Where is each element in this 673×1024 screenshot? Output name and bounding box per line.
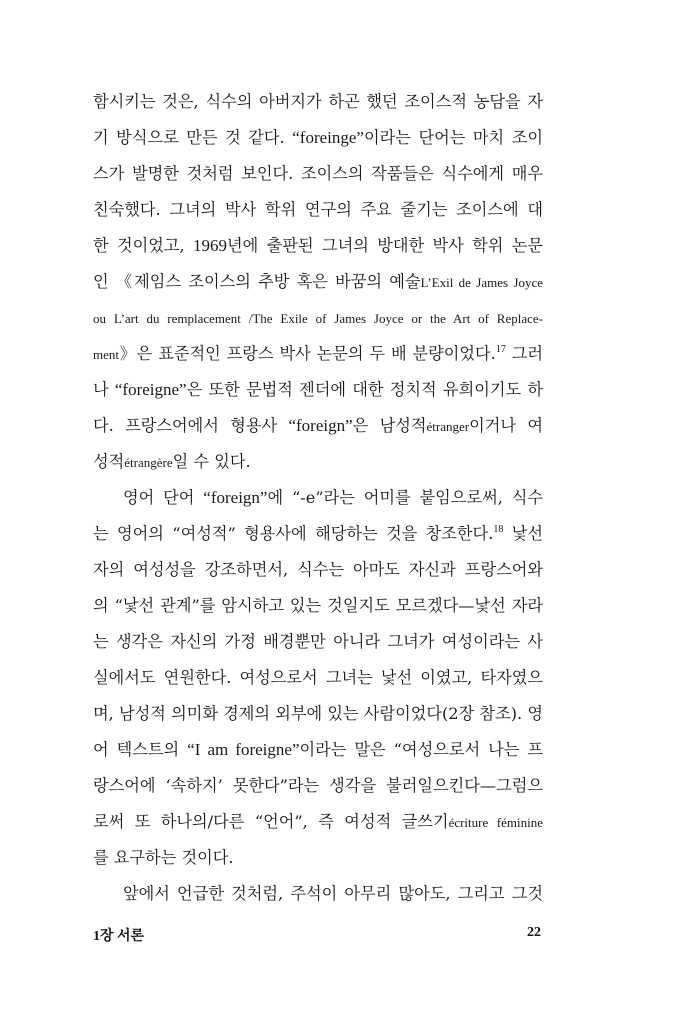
text-line (93, 156, 543, 192)
text-line (93, 336, 543, 372)
text-line (93, 444, 543, 480)
page-footer (93, 925, 541, 947)
text-line (93, 372, 543, 408)
text-segment: 랑스어에 ‘속하지’ 못한다”라는 생각을 불러일으킨다—그럼으 (93, 776, 543, 795)
text-segment: 앞에서 언급한 것처럼, 주석이 아무리 많아도, 그리고 그것 (123, 884, 543, 903)
text-segment: 성적 (93, 452, 125, 471)
text-segment: 일 수 있다. (172, 452, 251, 471)
text-segment: 에 “-e”라는 어미를 붙임으로써, 식수 (267, 488, 543, 507)
text-segment: étrangère (124, 455, 173, 470)
text-segment: 그러 (505, 344, 544, 363)
text-segment: 며, 남성적 의미화 경제의 외부에 있는 사람이었다(2장 참조). 영 (93, 704, 543, 723)
text-segment: “foreigne” (114, 380, 187, 399)
text-segment: 를 요구하는 것이다. (93, 848, 234, 867)
text-line (93, 768, 543, 804)
text-segment: ment (93, 347, 119, 362)
text-segment: 나 (93, 380, 115, 399)
text-segment: “I am foreigne” (187, 740, 300, 759)
text-segment: 함시키는 것은, 식수의 아버지가 하곤 했던 조이스적 농담을 자 (93, 92, 543, 111)
footnote-ref: 17 (495, 344, 506, 355)
text-line (93, 264, 543, 300)
text-segment: 의 “낯선 관계”를 암시하고 있는 것일지도 모르겠다—낯선 자라 (93, 596, 543, 615)
text-line (93, 480, 543, 516)
text-segment: 1969 (193, 236, 228, 255)
text-segment: 이라는 말은 “여성으로서 나는 프 (299, 740, 543, 759)
page-number: 22 (527, 925, 541, 940)
text-line (93, 120, 543, 156)
text-segment: 어 텍스트의 (93, 740, 188, 759)
text-segment: “foreign” (203, 488, 268, 507)
text-segment: 낯선 (503, 524, 543, 543)
footnote-ref: 18 (493, 524, 504, 535)
text-line (93, 840, 543, 876)
text-segment: 기 방식으로 만든 것 같다. (93, 128, 293, 147)
text-line (93, 552, 543, 588)
text-segment: 는 영어의 “여성적” 형용사에 해당하는 것을 창조한다. (93, 524, 494, 543)
text-line (93, 696, 543, 732)
running-footer-chapter: 1장 서론 (93, 929, 145, 944)
text-line (93, 84, 543, 120)
text-line (93, 732, 543, 768)
text-segment: 년에 출판된 그녀의 방대한 박사 학위 논문 (227, 236, 543, 255)
text-segment: 실에서도 연원한다. 여성으로서 그녀는 낯선 이였고, 타자였으 (93, 668, 543, 687)
text-segment: 은 또한 문법적 젠더에 대한 정치적 유희이기도 하 (186, 380, 543, 399)
text-segment: 다. 프랑스어에서 형용사 (93, 416, 289, 435)
text-segment: 이라는 단어는 마치 조이 (363, 128, 543, 147)
text-segment: “foreinge” (292, 128, 364, 147)
text-segment: 》은 표준적인 프랑스 박사 논문의 두 배 분량이었다. (119, 344, 496, 363)
text-segment: 스가 발명한 것처럼 보인다. 조이스의 작품들은 식수에게 매우 (93, 164, 543, 183)
text-line (93, 516, 543, 552)
text-segment: 이거나 여 (469, 416, 543, 435)
text-segment: L’Exil de James Joyce (420, 275, 543, 290)
text-segment: “foreign” (288, 416, 353, 435)
text-segment: 친숙했다. 그녀의 박사 학위 연구의 주요 줄기는 조이스에 대 (93, 200, 543, 219)
text-line (93, 804, 543, 840)
text-segment: 영어 단어 (123, 488, 204, 507)
text-segment: écriture féminine (448, 815, 543, 830)
text-segment: ou L’art du remplacement /The Exile of James Joyce or the Art of Replace- (93, 311, 543, 326)
text-segment: étranger (426, 419, 470, 434)
text-segment: 은 남성적 (352, 416, 427, 435)
text-line (93, 876, 543, 912)
text-segment: 로써 또 하나의/다른 “언어”, 즉 여성적 글쓰기 (93, 812, 449, 831)
text-line (93, 408, 543, 444)
text-line (93, 300, 543, 336)
text-line (93, 660, 543, 696)
text-segment: 는 생각은 자신의 가정 배경뿐만 아니라 그녀가 여성이라는 사 (93, 632, 543, 651)
text-segment: 자의 여성성을 강조하면서, 식수는 아마도 자신과 프랑스어와 (93, 560, 543, 579)
text-line (93, 588, 543, 624)
text-line (93, 624, 543, 660)
text-segment: 인 《제임스 조이스의 추방 혹은 바꿈의 예술 (93, 272, 421, 291)
text-segment: 한 것이었고, (93, 236, 194, 255)
text-line (93, 228, 543, 264)
body-text (93, 84, 543, 912)
text-line (93, 192, 543, 228)
